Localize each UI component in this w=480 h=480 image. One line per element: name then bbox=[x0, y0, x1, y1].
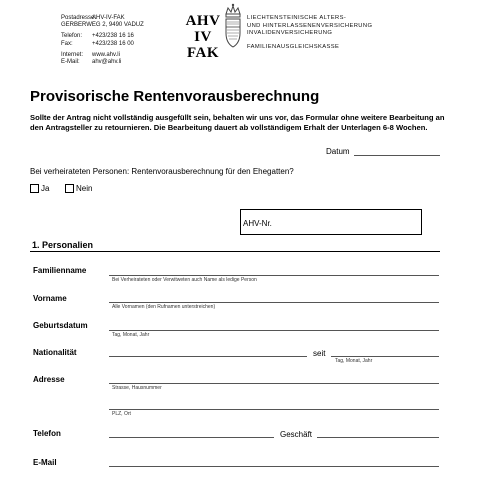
logo-ahv: AHV bbox=[185, 13, 221, 29]
strasse-field[interactable] bbox=[109, 383, 439, 384]
fax-value: +423/238 16 00 bbox=[92, 40, 134, 47]
email-value: ahv@ahv.li bbox=[92, 59, 122, 66]
fax-label: Fax: bbox=[61, 40, 73, 47]
familienname-label: Familienname bbox=[33, 266, 87, 275]
plz-ort-field[interactable] bbox=[109, 409, 439, 410]
org-line-3: INVALIDENVERSICHERUNG bbox=[247, 30, 333, 37]
familienname-field[interactable] bbox=[109, 275, 439, 276]
strasse-hint: Strasse, Hausnummer bbox=[112, 385, 162, 391]
datum-label: Datum bbox=[326, 147, 350, 156]
org-line-4: FAMILIENAUSGLEICHSKASSE bbox=[247, 43, 340, 50]
letterhead-organization bbox=[247, 15, 377, 51]
postadresse-label: Postadresse: bbox=[61, 15, 97, 21]
intro-text: Sollte der Antrag nicht vollständig ausgefüllt sein, behalten wir uns vor, das Formular ohne weitere Bearbeitung an den Antragsteller zu retournieren. Die Bearbeitung dauert ab vollständigem Erhalt der Unterlagen 6-8 Wochen. bbox=[30, 113, 445, 132]
telefon-value: +423/238 16 16 bbox=[92, 33, 134, 40]
internet-label: Internet: bbox=[61, 51, 84, 58]
vorname-hint: Alle Vornamen (den Rufnamen unterstreichen) bbox=[112, 304, 216, 310]
logo bbox=[183, 14, 223, 61]
telefon-label: Telefon: bbox=[61, 33, 83, 40]
geburtsdatum-field[interactable] bbox=[109, 330, 439, 331]
page-title: Provisorische Rentenvorausberechnung bbox=[30, 88, 320, 105]
postadresse-value: AHV-IV-FAK bbox=[92, 15, 125, 21]
geschaeft-field[interactable] bbox=[317, 437, 439, 438]
adresse-label: Adresse bbox=[33, 375, 65, 384]
plz-ort-hint: PLZ, Ort bbox=[112, 411, 131, 417]
nationalitaet-field[interactable] bbox=[109, 356, 307, 357]
email-label: E-Mail: bbox=[61, 59, 80, 66]
telefon-label: Telefon bbox=[33, 429, 61, 438]
letterhead-contact bbox=[61, 15, 176, 66]
email-label: E-Mail bbox=[33, 458, 57, 467]
vorname-label: Vorname bbox=[33, 294, 67, 303]
checkbox-ja[interactable] bbox=[30, 184, 39, 193]
seit-field[interactable] bbox=[331, 356, 439, 357]
ahv-nr-field[interactable] bbox=[240, 209, 422, 235]
crown-emblem-icon bbox=[222, 3, 244, 49]
checkbox-nein[interactable] bbox=[65, 184, 74, 193]
org-line-1: LIECHTENSTEINISCHE ALTERS- bbox=[247, 15, 347, 21]
geschaeft-label: Geschäft bbox=[280, 430, 313, 439]
section-divider bbox=[30, 251, 440, 252]
org-line-2: UND HINTERLASSENENVERSICHERUNG bbox=[247, 22, 373, 29]
geburtsdatum-hint: Tag, Monat, Jahr bbox=[112, 332, 150, 338]
nationalitaet-label: Nationalität bbox=[33, 348, 77, 357]
internet-value: www.ahv.li bbox=[92, 51, 120, 58]
section-personalien-title: 1. Personalien bbox=[32, 240, 94, 250]
vorname-field[interactable] bbox=[109, 302, 439, 303]
street-address: GERBERWEG 2, 9490 VADUZ bbox=[61, 22, 144, 29]
telefon-field[interactable] bbox=[109, 437, 274, 438]
email-field[interactable] bbox=[109, 466, 439, 467]
logo-fak: FAK bbox=[186, 45, 220, 61]
option-ja-label: Ja bbox=[41, 184, 50, 193]
familienname-hint: Bei Verheirateten oder Verwitweten auch Name als ledige Person bbox=[112, 277, 257, 283]
datum-field[interactable] bbox=[354, 155, 440, 156]
seit-hint: Tag, Monat, Jahr bbox=[335, 358, 373, 364]
spouse-question: Bei verheirateten Personen: Rentenvorausberechnung für den Ehegatten? bbox=[30, 167, 294, 176]
seit-label: seit bbox=[313, 349, 326, 358]
geburtsdatum-label: Geburtsdatum bbox=[33, 321, 88, 330]
option-nein-label: Nein bbox=[76, 184, 93, 193]
ahv-nr-label: AHV-Nr. bbox=[243, 219, 272, 228]
logo-iv: IV bbox=[194, 29, 212, 45]
